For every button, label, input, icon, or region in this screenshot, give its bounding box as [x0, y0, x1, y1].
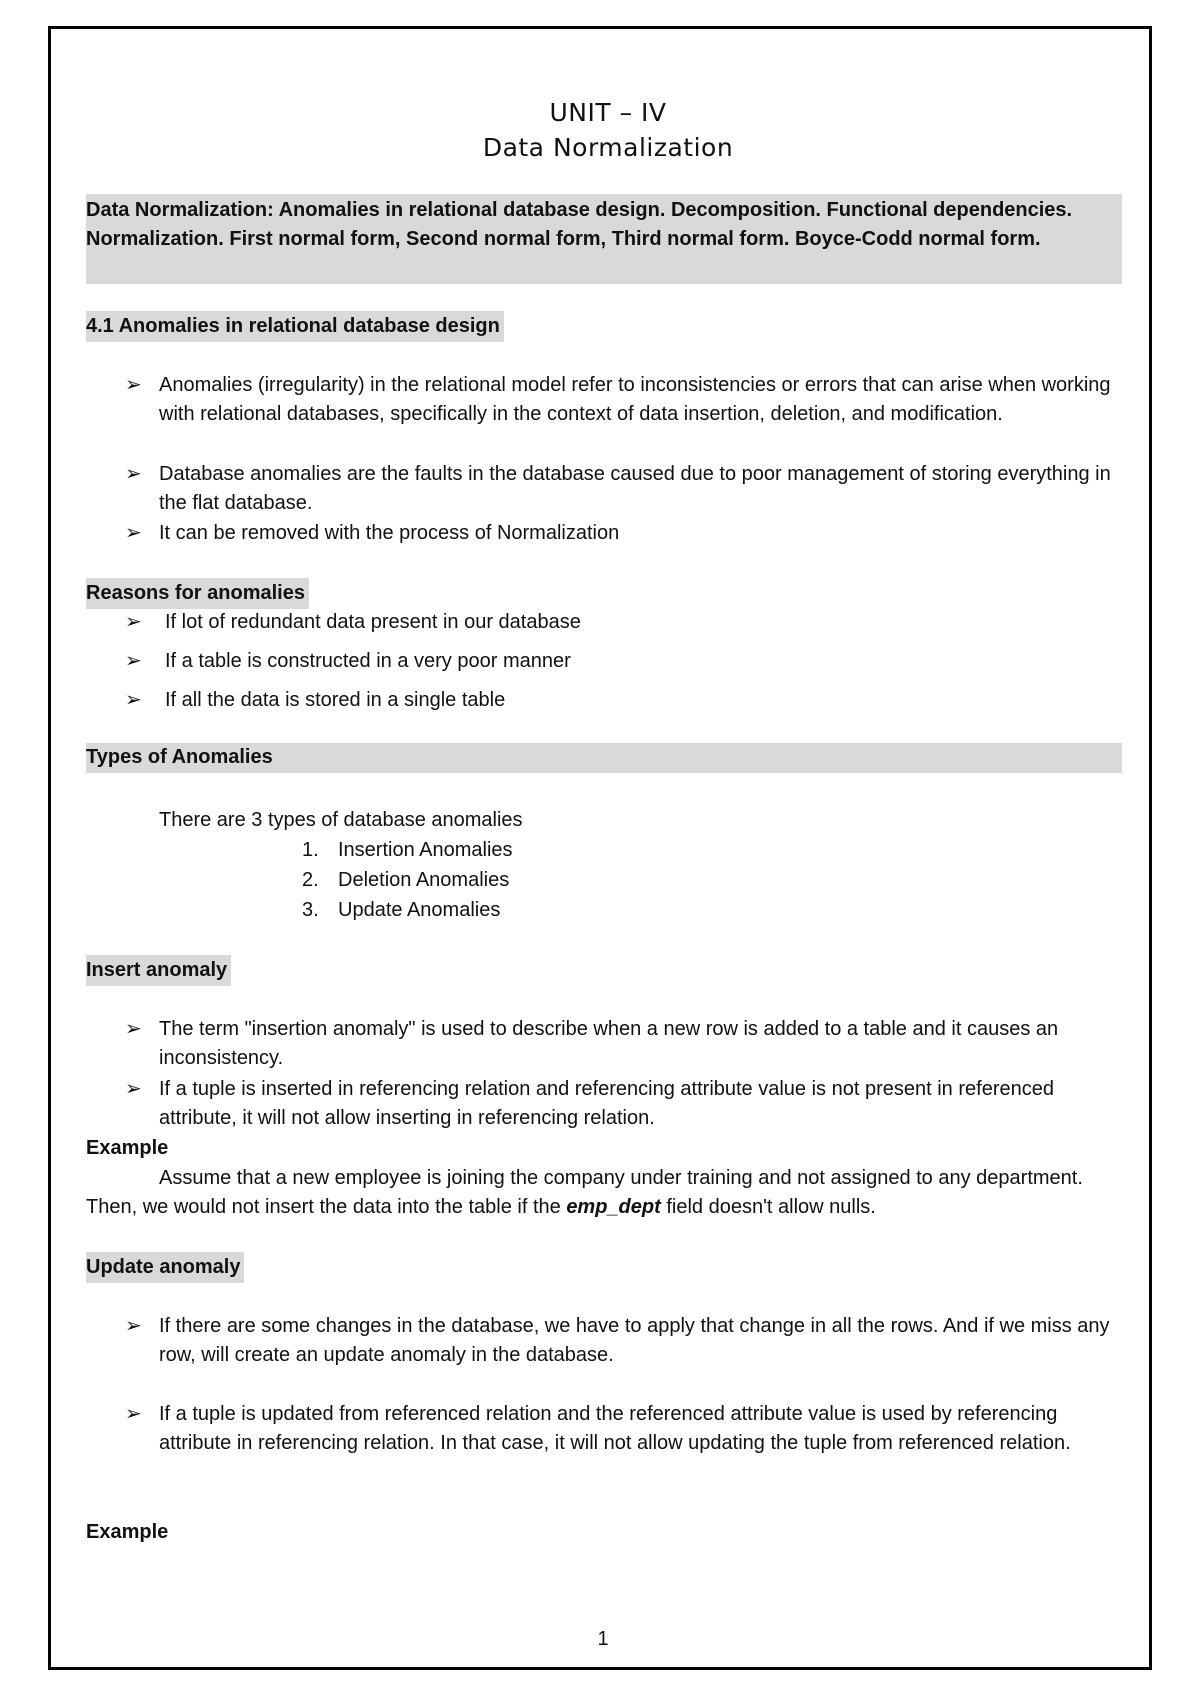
list-item-text: It can be removed with the process of Normalization [159, 522, 620, 544]
arrow-bullet-icon: ➢ [125, 522, 142, 544]
reasons-heading-text: Reasons for anomalies [86, 578, 309, 609]
example-text-before: Assume that a new employee is joining the company under training and not assigned to any department. Then, we would not insert the data into the table if the [86, 1167, 1083, 1218]
arrow-bullet-icon: ➢ [125, 611, 142, 633]
arrow-bullet-icon: ➢ [125, 374, 142, 396]
insert-example-label: Example [86, 1137, 169, 1159]
list-item-text: If a tuple is updated from referenced relation and the referenced attribute value is used by referencing attribute in referencing relation. In that case, it will not allow updating the tuple from referenced relation. [159, 1403, 1071, 1454]
summary-block: Data Normalization: Anomalies in relational database design. Decomposition. Functional dependencies. Normalization. First normal form, Second normal form, Third normal form. Boyce-Codd normal form. [86, 194, 1122, 284]
list-item [125, 608, 1065, 637]
arrow-bullet-icon: ➢ [125, 650, 142, 672]
numbered-list-item [302, 896, 500, 925]
list-item [125, 1400, 1089, 1458]
page-number: 1 [597, 1628, 609, 1650]
list-item-text: If there are some changes in the database, we have to apply that change in all the rows. And if we miss any row, will create an update anomaly in the database. [159, 1315, 1110, 1366]
list-item-text: Update Anomalies [338, 899, 501, 921]
list-number: 3. [302, 899, 319, 921]
section-heading-4-1 [86, 311, 504, 342]
list-item-text: If lot of redundant data present in our database [165, 611, 581, 633]
types-heading [86, 743, 1122, 773]
update-heading [86, 1252, 244, 1283]
list-item-text: If a table is constructed in a very poor manner [165, 650, 571, 672]
section-heading-4-1-text: 4.1 Anomalies in relational database design [86, 311, 504, 342]
list-item-text: If a tuple is inserted in referencing relation and referencing attribute value is not present in referenced attribute, it will not allow inserting in referencing relation. [159, 1078, 1054, 1129]
list-item [125, 647, 1065, 676]
list-item [125, 460, 1119, 518]
insert-example-text [86, 1164, 1126, 1222]
list-item-text: Anomalies (irregularity) in the relational model refer to inconsistencies or errors that can arise when working with relational databases, specifically in the context of data insertion, deletion, and modification. [159, 374, 1111, 425]
list-item-text: Database anomalies are the faults in the database caused due to poor management of storing everything in the flat database. [159, 463, 1111, 514]
update-example-label: Example [86, 1521, 169, 1543]
arrow-bullet-icon: ➢ [125, 1078, 142, 1100]
list-item [125, 371, 1119, 429]
page-title: Data Normalization [482, 133, 734, 162]
arrow-bullet-icon: ➢ [125, 463, 142, 485]
arrow-bullet-icon: ➢ [125, 1018, 142, 1040]
list-item [125, 1075, 1089, 1133]
list-number: 2. [302, 869, 319, 891]
unit-title: UNIT – IV [549, 98, 667, 127]
arrow-bullet-icon: ➢ [125, 689, 142, 711]
update-heading-text: Update anomaly [86, 1252, 244, 1283]
numbered-list-item [302, 836, 513, 865]
types-intro: There are 3 types of database anomalies [159, 809, 523, 831]
arrow-bullet-icon: ➢ [125, 1403, 142, 1425]
list-item-text: Deletion Anomalies [338, 869, 510, 891]
list-item-text: If all the data is stored in a single table [165, 689, 506, 711]
insert-heading [86, 955, 231, 986]
example-text-after: field doesn't allow nulls. [660, 1196, 876, 1218]
list-item [125, 1015, 1089, 1073]
list-item [125, 1312, 1119, 1370]
types-heading-text: Types of Anomalies [86, 746, 273, 768]
list-item-text: The term "insertion anomaly" is used to describe when a new row is added to a table and it causes an inconsistency. [159, 1018, 1059, 1069]
arrow-bullet-icon: ➢ [125, 1315, 142, 1337]
list-number: 1. [302, 839, 319, 861]
list-item [125, 519, 1059, 548]
reasons-heading [86, 578, 309, 609]
example-field-name: emp_dept [566, 1196, 661, 1218]
list-item-text: Insertion Anomalies [338, 839, 513, 861]
insert-heading-text: Insert anomaly [86, 955, 231, 986]
list-item [125, 686, 1065, 715]
numbered-list-item [302, 866, 509, 895]
